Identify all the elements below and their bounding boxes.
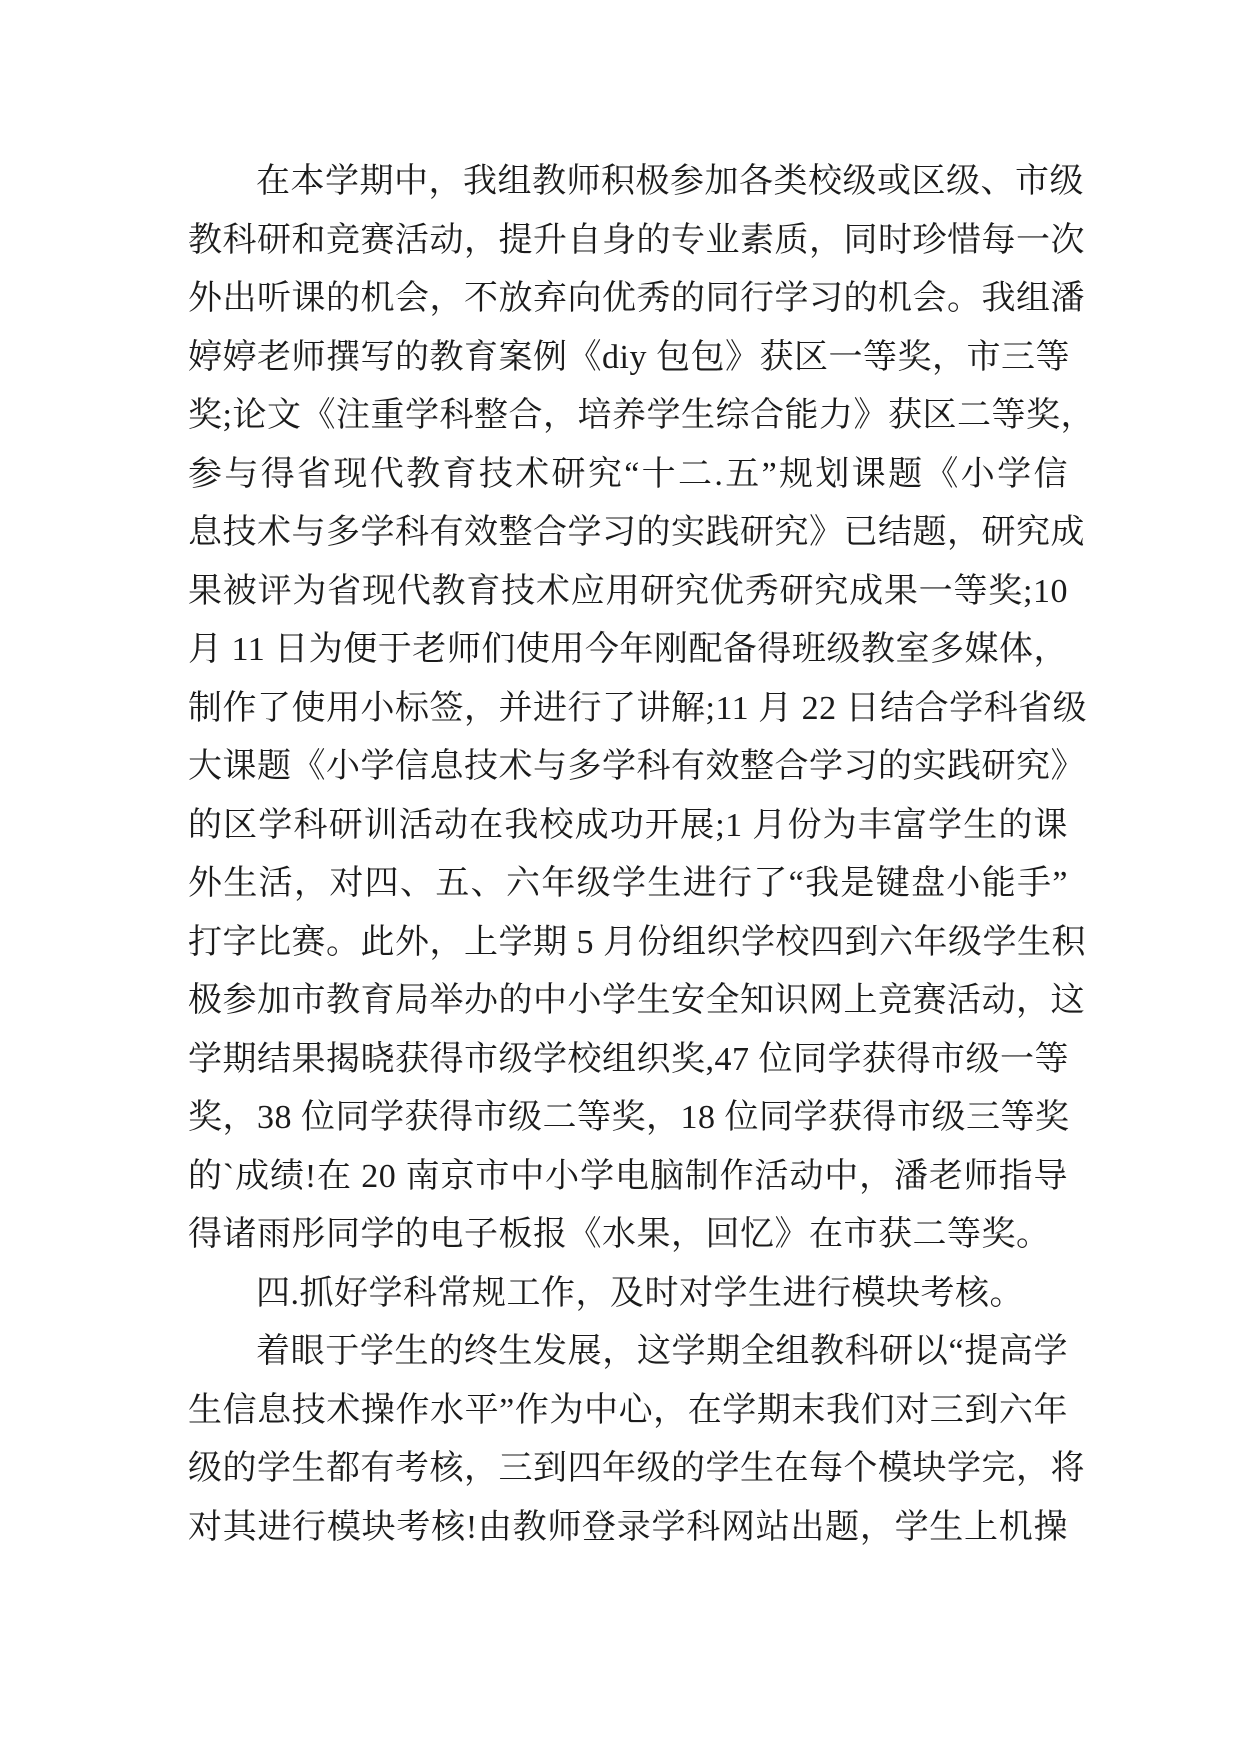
text-line: 生信息技术操作水平”作为中心，在学期末我们对三到六年: [188, 1391, 1068, 1429]
text-line: 在本学期中，我组教师积极参加各类校级或区级、市级: [256, 163, 1084, 200]
text-line: 得诸雨彤同学的电子板报《水果，回忆》在市获二等奖。: [188, 1216, 1051, 1253]
text-line: 的区学科研训活动在我校成功开展;1 月份为丰富学生的课: [188, 806, 1068, 844]
text-line: 制作了使用小标签，并进行了讲解;11 月 22 日结合学科省级: [188, 689, 1088, 727]
text-line: 外出听课的机会，不放弃向优秀的同行学习的机会。我组潘: [188, 280, 1085, 317]
text-line: 果被评为省现代教育技术应用研究优秀研究成果一等奖;10: [188, 572, 1068, 610]
text-line: 外生活，对四、五、六年级学生进行了“我是键盘小能手”: [188, 865, 1068, 902]
text-line: 的`成绩!在 20 南京市中小学电脑制作活动中，潘老师指导: [188, 1157, 1068, 1195]
text-line: 打字比赛。此外，上学期 5 月份组织学校四到六年级学生积: [188, 923, 1086, 961]
text-line: 级的学生都有考核，三到四年级的学生在每个模块学完，将: [188, 1450, 1085, 1487]
text-line: 极参加市教育局举办的中小学生安全知识网上竞赛活动，这: [188, 982, 1085, 1019]
text-line: 对其进行模块考核!由教师登录学科网站出题，学生上机操: [188, 1508, 1068, 1546]
text-line: 参与得省现代教育技术研究“十二.五”规划课题《小学信: [188, 455, 1068, 493]
document-body: [188, 153, 1095, 1557]
text-line: 婷婷老师撰写的教育案例《diy 包包》获区一等奖，市三等: [188, 338, 1070, 376]
text-line: 奖;论文《注重学科整合，培养学生综合能力》获区二等奖，: [188, 397, 1095, 434]
text-line: 教科研和竞赛活动，提升自身的专业素质，同时珍惜每一次: [188, 221, 1085, 259]
paragraph: [188, 1265, 1068, 1324]
text-line: 月 11 日为便于老师们使用今年刚配备得班级教室多媒体，: [188, 631, 1068, 668]
text-line: 着眼于学生的终生发展，这学期全组教科研以“提高学: [256, 1333, 1068, 1370]
paragraph: [188, 153, 1095, 1265]
text-line: 大课题《小学信息技术与多学科有效整合学习的实践研究》: [188, 748, 1085, 785]
text-line: 息技术与多学科有效整合学习的实践研究》已结题，研究成: [188, 514, 1085, 551]
text-line: 四.抓好学科常规工作，及时对学生进行模块考核。: [256, 1274, 1024, 1312]
text-line: 奖，38 位同学获得市级二等奖，18 位同学获得市级三等奖: [188, 1099, 1070, 1136]
paragraph: [188, 1323, 1085, 1557]
text-line: 学期结果揭晓获得市级学校组织奖,47 位同学获得市级一等: [188, 1040, 1069, 1078]
